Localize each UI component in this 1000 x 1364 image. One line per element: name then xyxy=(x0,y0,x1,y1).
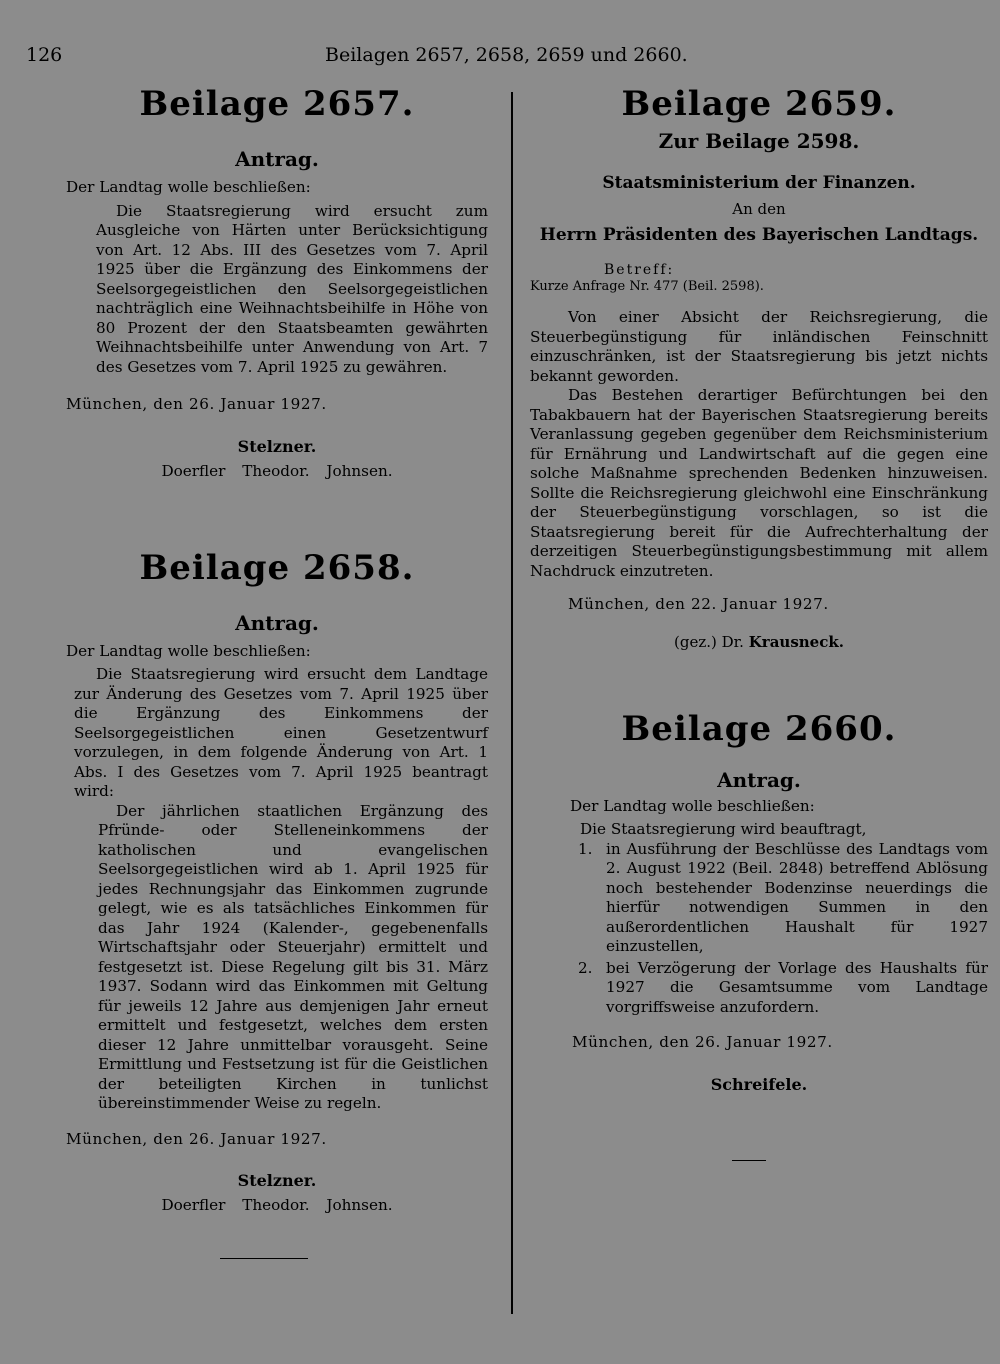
subtitle: Zur Beilage 2598. xyxy=(658,129,860,153)
quoted-amendment: Der jährlichen staatlichen Ergänzung des Pfründe- oder Stelleneinkommens der katholischen und evangelischen Seelsorgegeistlichen wird ab 1. April 1925 für jedes Rechnungsjahr das Einkommen zugrunde gelegt, wie es als tatsächliches Einkommen für das Jahr 1924 (Kalender-, gegebenenfalls Wirtschaftsjahr oder Steuerjahr) ermittelt und festgesetzt ist. Diese Regelung gilt bis 31. März 1937. Sodann wird das Einkommen mit Geltung für jeweils 12 Jahre aus demjenigen Jahr erneut ermittelt und festgesetzt, welches dem ersten dieser 12 Jahre unmittelbar vorausgeht. Seine Ermittlung und Festsetzung ist für die Geistlichen der beteiligten Kirchen in tunlichst übereinstimmender Weise zu regeln. xyxy=(98,801,488,1112)
end-rule xyxy=(220,1258,308,1259)
betreff-label: Betreff: xyxy=(604,262,675,278)
to-line: An den xyxy=(732,200,786,218)
list-item xyxy=(578,840,988,957)
list-item xyxy=(578,959,988,1018)
date-line: München, den 26. Januar 1927. xyxy=(66,1129,327,1148)
signature: Stelzner. xyxy=(237,436,317,456)
signature-name: Krausneck. xyxy=(748,632,844,651)
antrag-heading: Antrag. xyxy=(717,767,801,792)
section-title: Beilage 2659. xyxy=(621,84,897,124)
intro-line: Der Landtag wolle beschließen: xyxy=(66,178,311,196)
date-line: München, den 22. Januar 1927. xyxy=(568,595,829,613)
beilage-2657 xyxy=(66,82,488,480)
column-divider xyxy=(511,92,513,1314)
body-paragraph: Die Staatsregierung wird ersucht zum Ausgleiche von Härten unter Berücksichtigung von Art. 12 Abs. III des Gesetzes vom 7. April 1925 über die Ergänzung des Einkommens der Seelsorgegeistlichen den Seelsorgegeistlichen nachträglich eine Weihnachtsbeihilfe in Höhe von 80 Prozent der den Staatsbeamten gewährten Weihnachtsbeihilfe unter Anwendung von Art. 7 des Gesetzes vom 7. April 1925 zu gewähren. xyxy=(96,201,488,376)
beilage-2660 xyxy=(530,707,988,1161)
cosigners: Doerfler Theodor. Johnsen. xyxy=(161,461,393,480)
signature: Stelzner. xyxy=(237,1171,317,1190)
end-rule xyxy=(732,1160,766,1161)
page-number: 126 xyxy=(26,44,63,66)
date-line: München, den 26. Januar 1927. xyxy=(572,1033,833,1051)
list-text: bei Verzögerung der Vorlage des Haushalts für 1927 die Gesamtsumme vom Landtage vorgriffsweise anzufordern. xyxy=(606,958,988,1016)
list-number: 1. xyxy=(578,839,593,858)
betreff-text: Kurze Anfrage Nr. 477 (Beil. 2598). xyxy=(530,279,764,294)
section-title: Beilage 2658. xyxy=(139,547,415,588)
antrag-heading: Antrag. xyxy=(235,147,319,171)
list-number: 2. xyxy=(578,958,593,977)
signature xyxy=(530,633,988,651)
page-header xyxy=(0,44,1000,74)
section-title: Beilage 2660. xyxy=(621,708,897,749)
beilage-2659 xyxy=(530,82,988,651)
item-list xyxy=(578,840,988,1018)
signature-prefix: (gez.) Dr. xyxy=(674,632,744,651)
beilage-2658 xyxy=(66,546,488,1260)
intro-line: Der Landtag wolle beschließen: xyxy=(66,641,311,660)
section-title: Beilage 2657. xyxy=(139,84,415,124)
paragraph-1: Von einer Absicht der Reichsregierung, die Steuerbegünstigung für inländischen Feinschnitt einzuschränken, ist der Staatsregierung bis jetzt nichts bekannt geworden. xyxy=(530,308,988,385)
left-column xyxy=(66,82,488,1259)
cosigners: Doerfler Theodor. Johnsen. xyxy=(161,1196,393,1214)
intro-line: Der Landtag wolle beschließen: xyxy=(570,796,815,815)
lead-line: Die Staatsregierung wird beauftragt, xyxy=(580,820,867,838)
running-title: Beilagen 2657, 2658, 2659 und 2660. xyxy=(325,44,688,66)
list-text: in Ausführung der Beschlüsse des Landtags vom 2. August 1922 (Beil. 2848) betreffend Ablösung noch bestehender Bodenzinse neuerdings die hierfür notwendigen Summen in den außerordentlichen Haushalt für 1927 einzustellen, xyxy=(606,839,988,955)
antrag-heading: Antrag. xyxy=(235,610,319,635)
recipient: Herrn Präsidenten des Bayerischen Landtags. xyxy=(539,225,979,245)
ministry: Staatsministerium der Finanzen. xyxy=(602,173,916,193)
signature: Schreifele. xyxy=(710,1074,808,1094)
date-line: München, den 26. Januar 1927. xyxy=(66,395,327,413)
right-column xyxy=(530,82,988,1161)
paragraph-2: Das Bestehen derartiger Befürchtungen bei den Tabakbauern hat der Bayerischen Staatsregierung bereits Veranlassung gegeben gegenüber dem Reichsministerium für Ernährung und Landwirtschaft auf die gegen eine solche Maßnahme sprechenden Bedenken hinzuweisen. Sollte die Reichsregierung gleichwohl eine Einschränkung der Steuerbegünstigung vorschlagen, so ist die Staatsregierung bereit für die Aufrechterhaltung der derzeitigen Steuerbegünstigungsbestimmung mit allem Nachdruck einzutreten. xyxy=(530,386,988,580)
body-paragraph: Die Staatsregierung wird ersucht dem Landtage zur Änderung des Gesetzes vom 7. April 1925 über die Ergänzung des Einkommens der Seelsorgegeistlichen einen Gesetzentwurf vorzulegen, in dem folgende Änderung von Art. 1 Abs. I des Gesetzes vom 7. April 1925 beantragt wird: xyxy=(74,665,488,800)
